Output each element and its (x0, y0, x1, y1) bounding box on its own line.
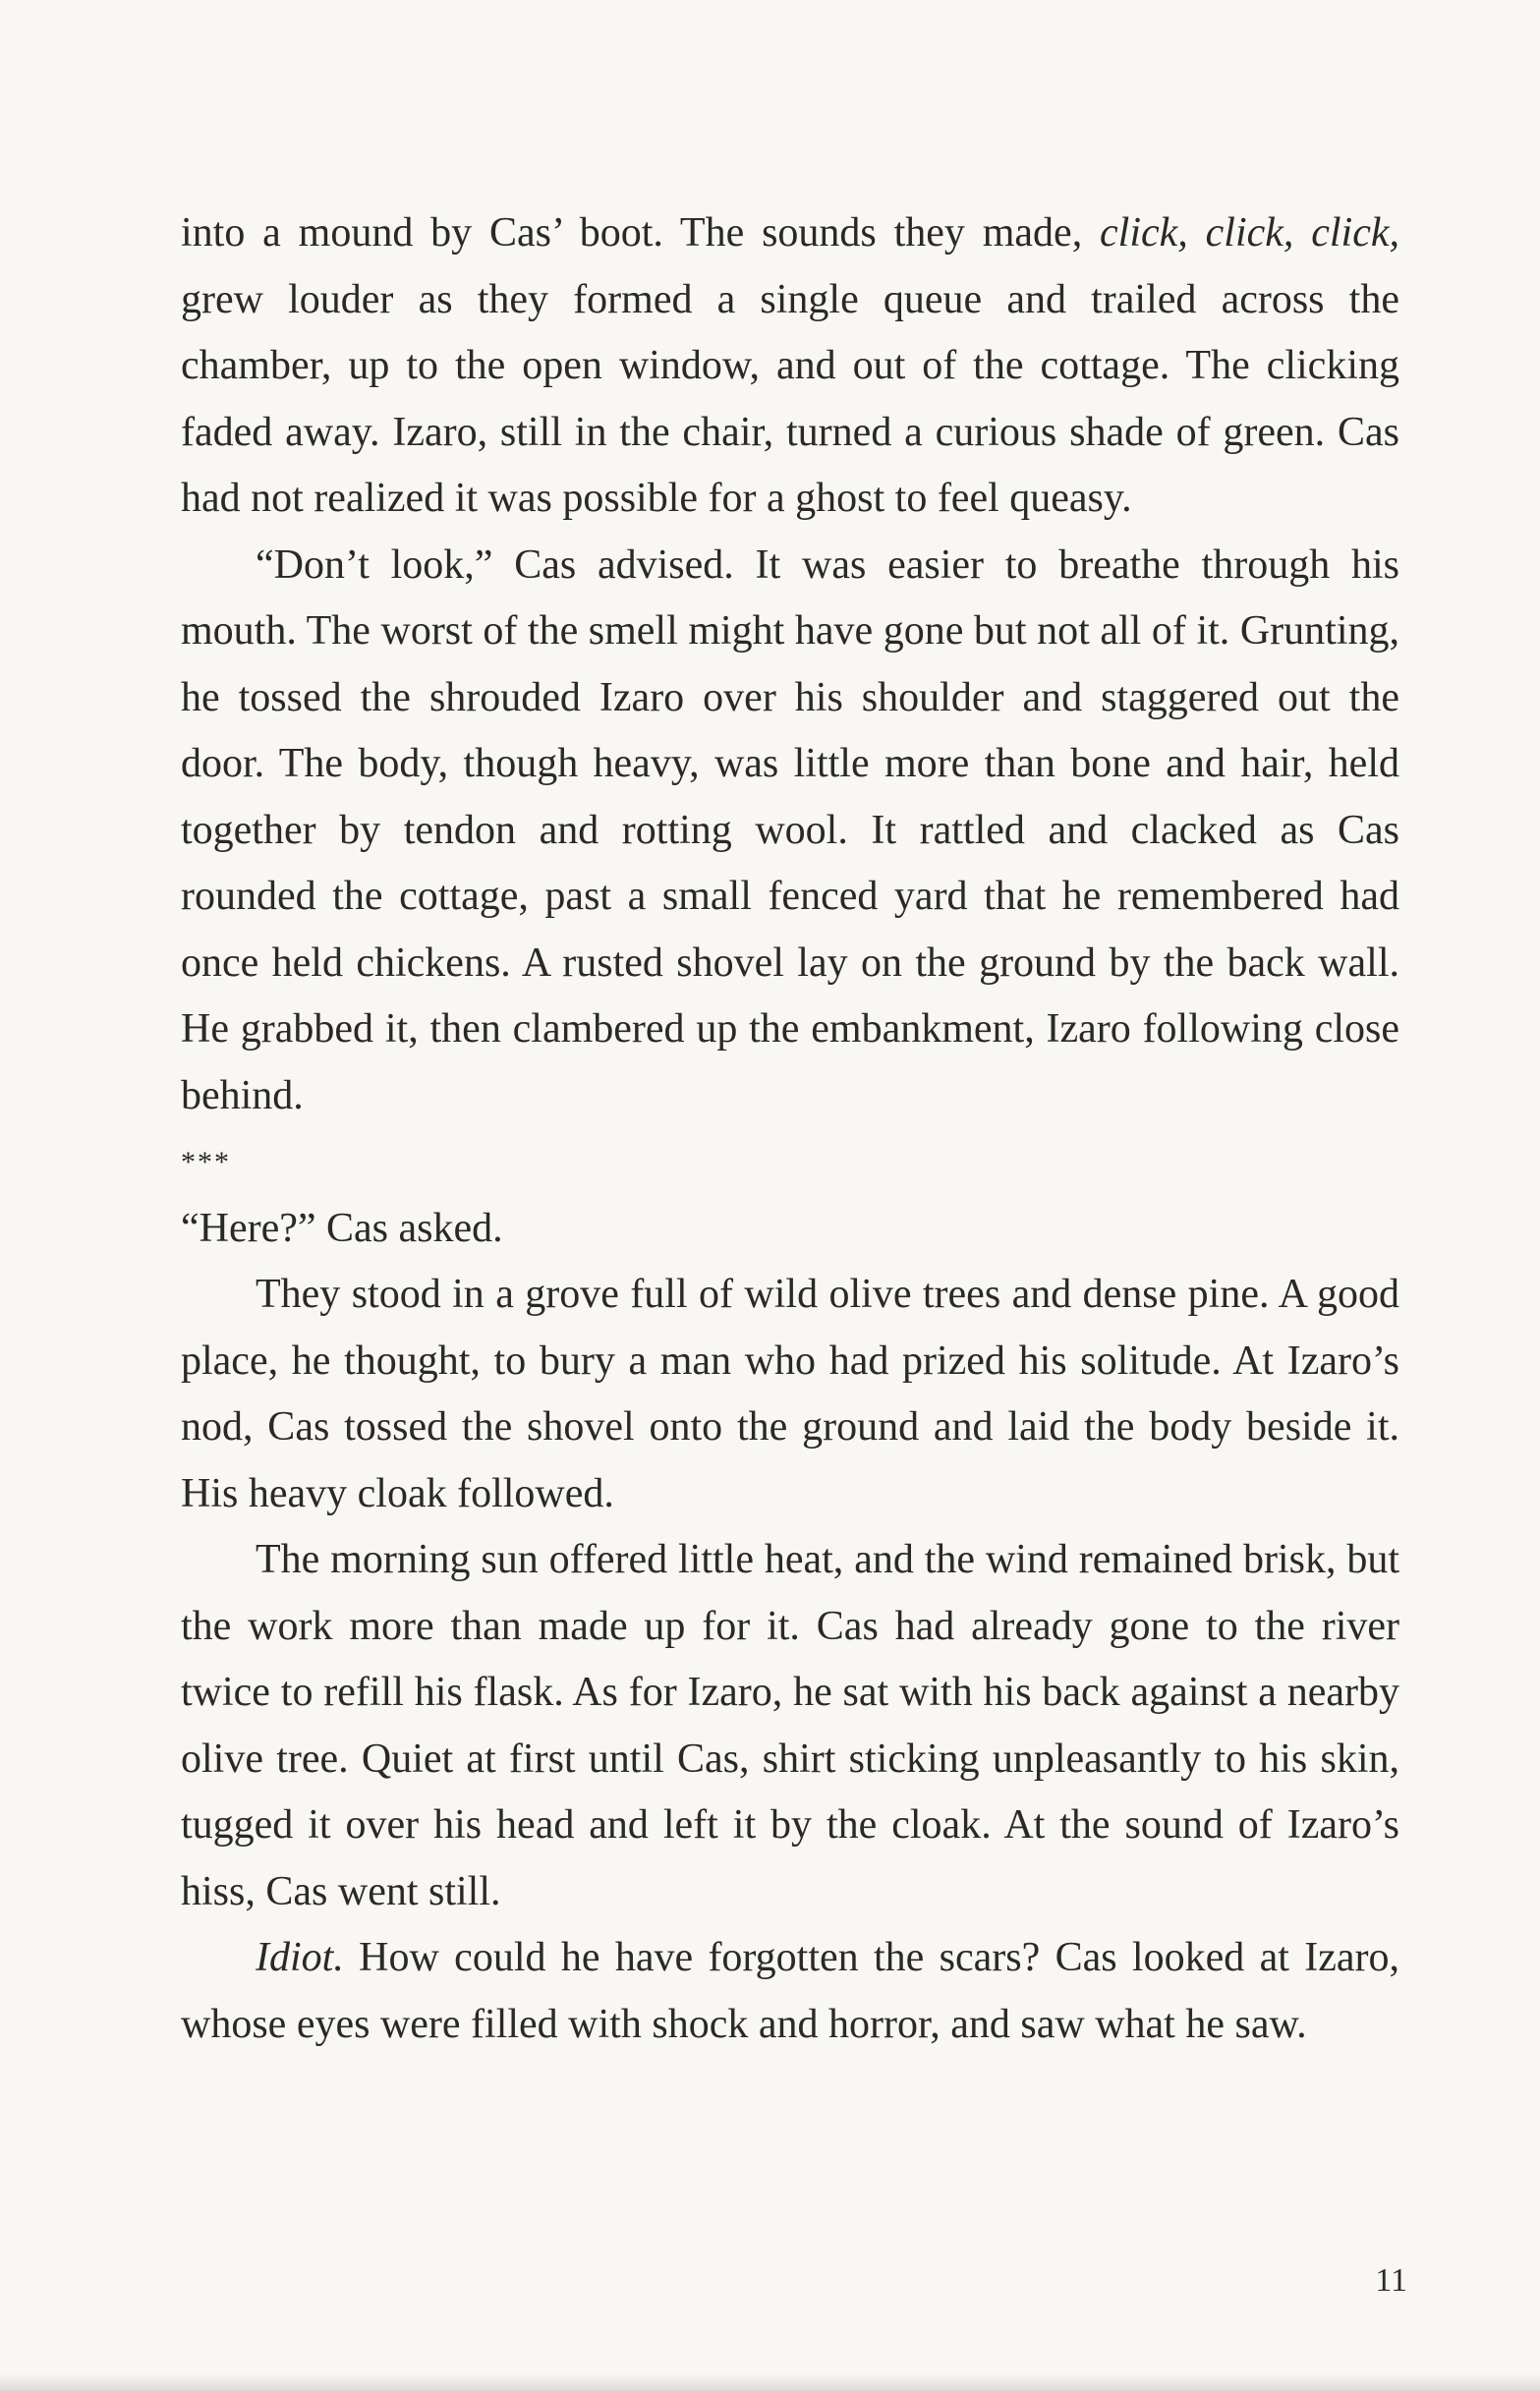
scene-break: *** (181, 1146, 231, 1178)
text-segment: How could he have forgotten the scars? Cas looked at Izaro, whose eyes were filled with shock and horror, and saw what he saw. (181, 1935, 1399, 2047)
paragraph-2 (181, 533, 1399, 1130)
text-segment: They stood in a grove full of wild olive trees and dense pine. A good place, he thought, to bury a man who had prized his solitude. At Izaro’s nod, Cas tossed the shovel onto the ground and laid the body beside it. His heavy cloak followed. (181, 1272, 1399, 1516)
page-edge-shadow (0, 2373, 1540, 2391)
text-segment: into a mound by Cas’ boot. The sounds they made, (181, 210, 1101, 256)
text-segment: The morning sun offered little heat, and the wind remained brisk, but the work more than made up for it. Cas had already gone to the river twice to refill his flask. As for Izaro, he sat with his back against a nearby olive tree. Quiet at first until Cas, shirt sticking unpleasantly to his skin, tugged it over his head and left it by the cloak. At the sound of Izaro’s hiss, Cas went still. (181, 1537, 1399, 1914)
paragraph-1 (181, 200, 1399, 533)
body-text (181, 200, 1399, 2058)
paragraph-3 (181, 1196, 1399, 1263)
paragraph-4 (181, 1262, 1399, 1527)
italic-text-segment: Idiot. (256, 1935, 344, 1980)
text-segment: “Here?” Cas asked. (181, 1205, 503, 1251)
page-number: 11 (1375, 2262, 1407, 2299)
paragraph-5 (181, 1527, 1399, 1925)
italic-text-segment: click, click, click, (1100, 210, 1399, 256)
paragraph-6 (181, 1925, 1399, 2058)
text-segment: grew louder as they formed a single queue and trailed across the chamber, up to the open window, and out of the cottage. The clicking faded away. Izaro, still in the chair, turned a curious shade of green. Cas had not realized it was possible for a ghost to feel queasy. (181, 276, 1399, 521)
text-segment: “Don’t look,” Cas advised. It was easier to breathe through his mouth. The worst of the smell might have gone but not all of it. Grunting, he tossed the shrouded Izaro over his shoulder and staggered out the door. The body, though heavy, was little more than bone and hair, held together by tendon and rotting wool. It rattled and clacked as Cas rounded the cottage, past a small fenced yard that he remembered had once held chickens. A rusted shovel lay on the ground by the back wall. He grabbed it, then clambered up the embankment, Izaro following close behind. (181, 541, 1399, 1118)
